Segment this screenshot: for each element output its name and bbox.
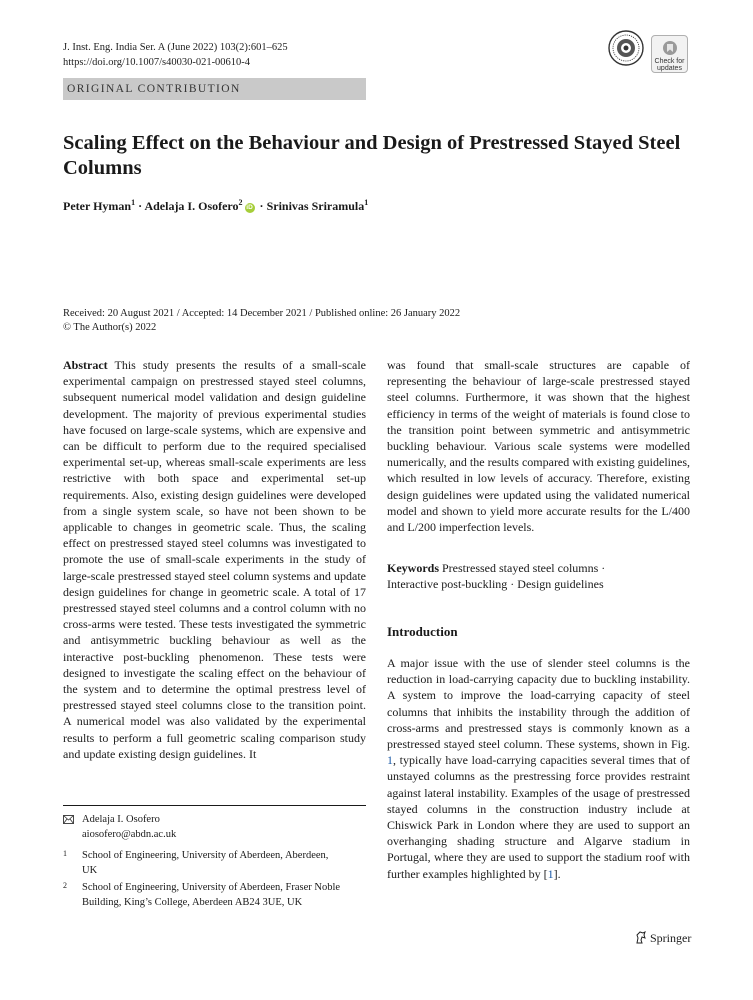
doi-link[interactable]: https://doi.org/10.1007/s40030-021-00610-4: [63, 57, 251, 68]
affiliation-text: UK: [82, 865, 98, 876]
author-list: [63, 198, 368, 214]
author-affiliation: 1: [131, 198, 136, 207]
introduction-body: [387, 655, 690, 882]
check-for-updates-button[interactable]: [651, 35, 688, 73]
abstract-continuation: was found that small-scale structures are capable of representing the behaviour of large-scale prestressed stayed steel columns. Furthermore, it was shown that the highest efficiency in terms of the weight of materials is found close to the transition point between symmetric and antisymmetric buckling behaviour. Various scale systems were modelled numerically, and the results compared with existing guidelines, which resulted in low levels of accuracy. Therefore, existing design guidelines were updated using the validated numerical model and shown to yield more accurate results for the L/400 and L/200 imperfection levels.: [387, 358, 690, 535]
corresponding-name: Adelaja I. Osofero: [82, 814, 160, 825]
figure-reference-link[interactable]: 1: [387, 753, 393, 768]
bookmark-icon: [662, 40, 678, 56]
author-name[interactable]: Peter Hyman: [63, 199, 132, 213]
citation-link[interactable]: 1: [547, 866, 554, 881]
article-title: Scaling Effect on the Behaviour and Design of Prestressed Stayed Steel Columns: [63, 132, 681, 179]
corresponding-email[interactable]: aiosofero@abdn.ac.uk: [82, 829, 177, 840]
intro-text-end: ].: [553, 866, 561, 881]
keywords-block: [387, 560, 690, 592]
author-name[interactable]: Adelaja I. Osofero: [144, 199, 239, 213]
springer-horse-icon: [635, 931, 647, 944]
affiliation-text: School of Engineering, University of Aberdeen, Aberdeen,: [82, 850, 329, 861]
affiliation-number: 2: [63, 881, 67, 890]
publisher-logo: [635, 931, 691, 946]
author-affiliation: 2: [238, 198, 243, 207]
journal-reference: J. Inst. Eng. India Ser. A (June 2022) 103(2):601–625: [63, 42, 288, 53]
author-separator: ·: [135, 199, 145, 213]
society-seal-icon: [608, 30, 644, 66]
intro-text: A major issue with the use of slender steel columns is the reduction in load-carrying capacity due to buckling instability. A system to improve the load-carrying capacity of steel columns that inhibits the instability through the addition of cross-arms and prestressed stays is commonly known as a prestressed stayed steel column. These systems, shown in Fig.: [387, 656, 690, 752]
footnote-divider: [63, 805, 366, 806]
abstract-right: [387, 357, 690, 535]
author-separator: ·: [256, 199, 267, 213]
keywords-heading: Keywords: [387, 561, 439, 575]
author-name[interactable]: Srinivas Sriramula: [266, 199, 365, 213]
copyright-notice: © The Author(s) 2022: [63, 322, 157, 333]
affiliation-text: School of Engineering, University of Aberdeen, Fraser Noble: [82, 882, 341, 893]
keywords-line-1: Prestressed stayed steel columns ·: [442, 561, 606, 575]
introduction-heading: Introduction: [387, 624, 458, 639]
publication-dates: Received: 20 August 2021 / Accepted: 14 December 2021 / Published online: 26 January 2022: [63, 308, 461, 319]
affiliation-text: Building, King’s College, Aberdeen AB24 3UE, UK: [82, 897, 303, 908]
keywords-line-2: Interactive post-buckling · Design guidelines: [387, 577, 604, 592]
publisher-name: Springer: [650, 931, 692, 945]
abstract-heading: Abstract: [63, 358, 108, 372]
envelope-icon: [63, 815, 74, 824]
abstract-left: [63, 357, 366, 762]
abstract-text: This study presents the results of a small-scale experimental campaign on prestressed stayed steel columns, subsequent numerical model validation and design guideline development. The majority of previous experimental studies have focused on large-scale systems, which are expensive and can be difficult to perform due to the required specialised experimental set-up, whereas small-scale experiments are less restrictive with both space and experimental set-up requirements. Also, existing design guidelines were developed from a single system scale, so have not been shown to be applicable to changes in geometric scale. Thus, the scaling effect on prestressed stayed steel columns was investigated to promote the use of small-scale experiments in the study of large-scale prestressed stayed steel column systems and update design guidelines for change in geometric scale. A total of 17 prestressed stayed steel columns and a control column with no cross-arms were tested. These tests investigated the symmetric and antisymmetric buckling behaviour as well as the interactive post-buckling phenomenon. These tests were designed to investigate the scaling effect on the behaviour of the system and to determine the optimal prestress level of prestressed stayed steel columns close to the transition point. A numerical model was also validated by the experimental results to perform a full geometric scaling comparison study and update existing design guidelines. It: [63, 358, 366, 761]
intro-text: , typically have load-carrying capacities several times that of unstayed columns as the prestressing force provides restraint against lateral instability. Examples of the usage of prestressed stayed columns in the construction industry include at Chiswick Park in London where they are used to support an overhanging shading structure and Algarve stadium in Portugal, where they are used to support the stadium roof with further examples highlighted by [: [387, 753, 690, 881]
affiliation-number: 1: [63, 849, 67, 858]
orcid-icon[interactable]: iD: [246, 204, 253, 211]
check-for-label: Check for: [654, 58, 685, 65]
updates-label: updates: [657, 65, 682, 72]
section-label: ORIGINAL CONTRIBUTION: [63, 78, 366, 100]
author-affiliation: 1: [364, 198, 369, 207]
